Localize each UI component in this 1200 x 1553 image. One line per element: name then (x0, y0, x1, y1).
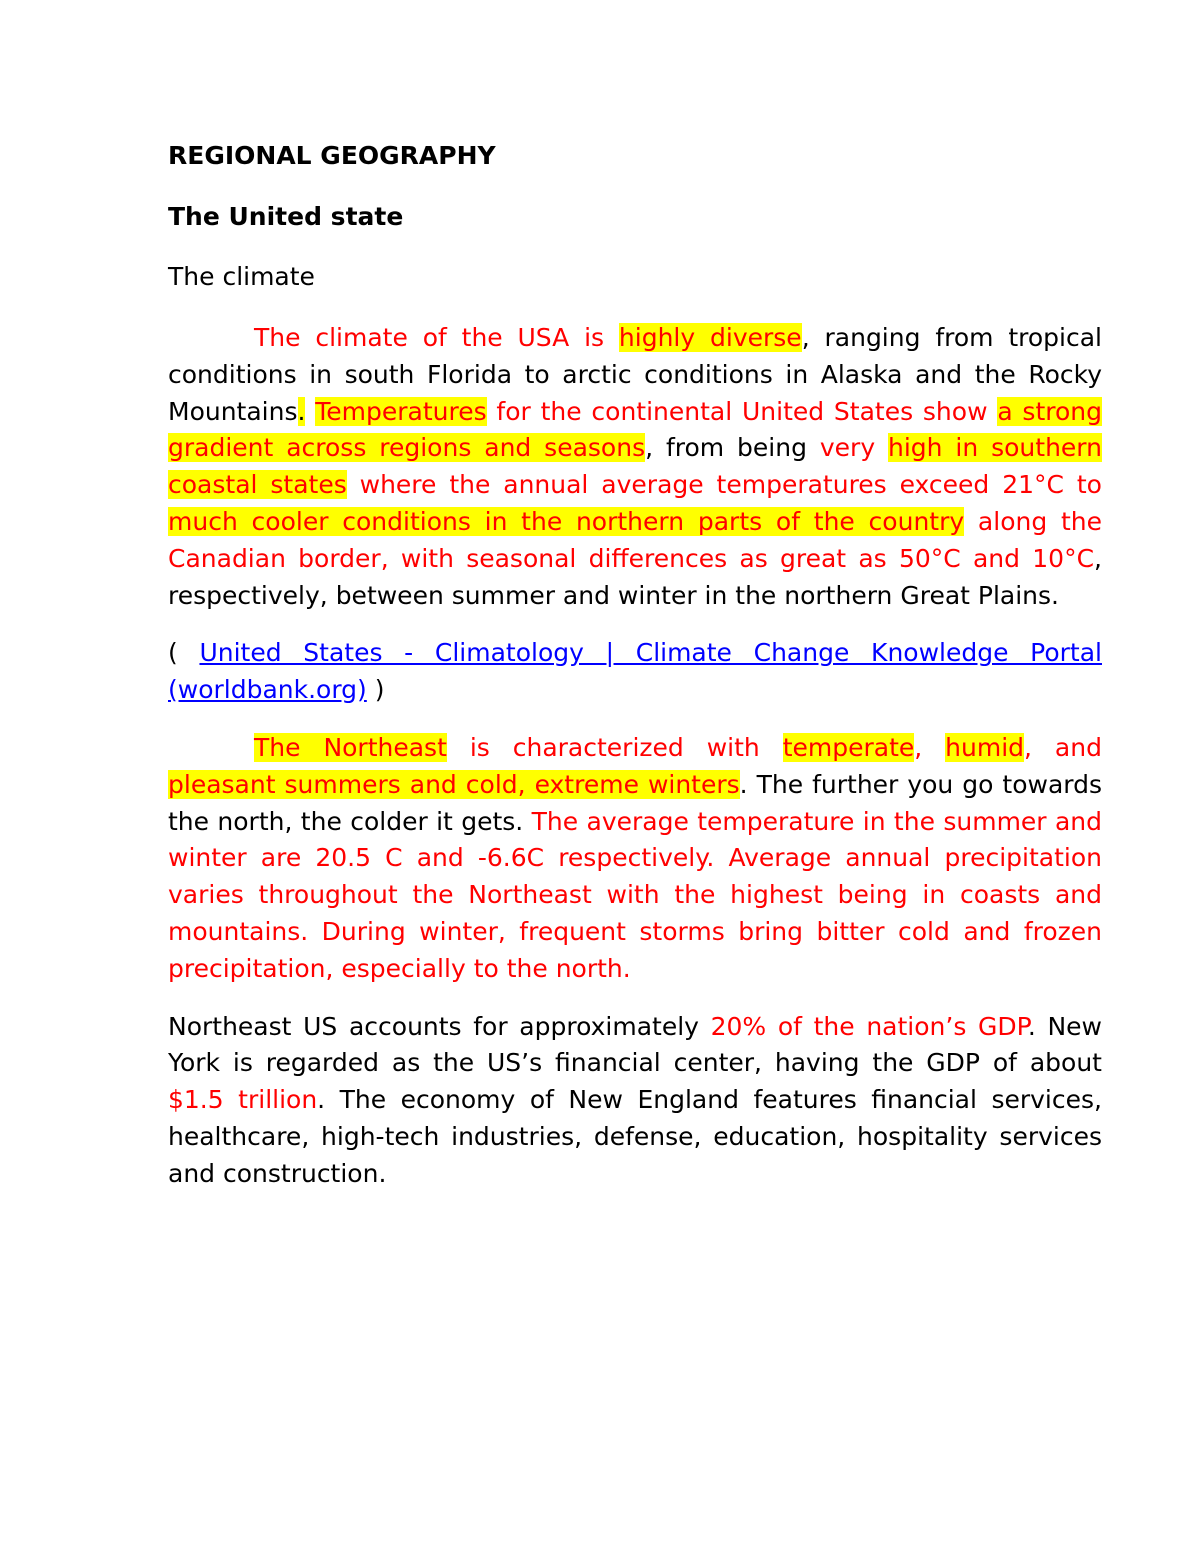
text-run: where the annual average temperatures exceed 21°C to (346, 470, 1102, 500)
highlighted-run: The Northeast (254, 732, 447, 762)
text-run: Northeast US accounts for approximately (168, 1011, 711, 1041)
highlighted-run: humid (945, 732, 1025, 762)
text-run: very (819, 433, 889, 463)
text-run: . The further you go towards the north, the colder it gets. (168, 769, 1102, 836)
highlighted-run: . (297, 396, 306, 426)
text-run: $1.5 trillion (168, 1085, 318, 1115)
text-run (305, 397, 315, 426)
paragraph-climate (168, 320, 1102, 614)
highlighted-run: much cooler conditions in the northern parts of the country (168, 506, 965, 536)
highlighted-run: pleasant summers and cold, extreme winters (168, 769, 740, 799)
text-run: The average temperature in the summer and winter are 20.5 C and -6.6C respectively. Average annual precipitation varies throughout the Northeast with the highest being in coasts and mountains. During winter, frequent storms bring bitter cold and frozen precipitation, especially to the north. (168, 806, 1102, 983)
highlighted-run: temperate (782, 732, 915, 762)
text-run: . The economy of New England features financial services, healthcare, high-tech industries, defense, education, hospitality services and construction. (168, 1085, 1102, 1188)
text-run: . New York is regarded as the US’s financial center, having the GDP of about (168, 1011, 1102, 1078)
citation-open: ( (168, 638, 200, 668)
text-run: for the continental United States show (486, 396, 998, 426)
text-run: The climate of the USA is (254, 323, 619, 352)
text-run: is characterized with (446, 732, 783, 762)
highlighted-run: a strong gradient across regions and seasons (168, 396, 1102, 463)
highlighted-run: highly diverse (618, 323, 802, 352)
highlighted-run: Temperatures (315, 396, 487, 426)
text-run: , ranging from tropical conditions in south Florida to arctic conditions in Alaska and the Rocky Mountains (168, 323, 1103, 426)
paragraph-economy (168, 1009, 1102, 1193)
document-page (168, 138, 1102, 1214)
citation (168, 635, 1102, 709)
text-run: 20% of the nation’s GDP (710, 1011, 1028, 1041)
paragraph-northeast (168, 730, 1102, 988)
text-run: , from being (645, 433, 820, 463)
document-subtitle: The United state (168, 202, 404, 231)
text-run: , respectively, between summer and winter in the northern Great Plains. (168, 543, 1102, 610)
document-title: REGIONAL GEOGRAPHY (168, 141, 496, 170)
text-run: along the Canadian border, with seasonal differences as great as 50°C and 10°C (168, 506, 1102, 573)
citation-close: ) (366, 675, 385, 705)
citation-link[interactable]: United States - Climatology | Climate Change Knowledge Portal (worldbank.org) (168, 638, 1102, 705)
highlighted-run: high in southern coastal states (168, 433, 1102, 500)
text-run: , and (1024, 732, 1102, 762)
section-label-climate: The climate (168, 262, 315, 291)
text-run: , (914, 732, 946, 762)
